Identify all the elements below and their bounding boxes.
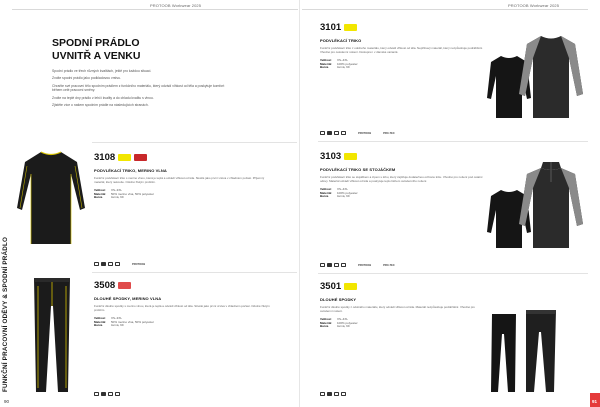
care-icons bbox=[320, 392, 346, 396]
product-code: 3101 bbox=[320, 22, 342, 34]
product-code: 3508 bbox=[94, 280, 116, 292]
tumble-dry-icon bbox=[334, 392, 339, 396]
merino-badge bbox=[118, 282, 131, 289]
hero-paragraph: Chraňte své pracovní tělo spodním prádlem z funkčního materiálu, který odvádí vlhkost od těla a poskytuje komfort během celé pracovní směny. bbox=[52, 83, 225, 93]
brand-logo: PROTOOB bbox=[358, 263, 372, 267]
spec-label: Materiál bbox=[320, 61, 332, 66]
iron-icon bbox=[341, 131, 346, 135]
spec-value: XS–3XL bbox=[111, 315, 123, 320]
product-description: Funkční dlouhé spodky z odolného materiálu, který odvádí vlhkost od těla. Materiál nezpůsobuje podráždění. Vhodné pro celodenní nošení. bbox=[320, 305, 475, 313]
spec-label: Barva bbox=[320, 324, 329, 329]
no-bleach-icon bbox=[101, 262, 106, 266]
spec-label: Materiál bbox=[320, 320, 332, 325]
merino-top-image bbox=[15, 148, 87, 248]
spec-label: Barva bbox=[320, 65, 329, 70]
running-head-right: PROTOOB Workwear 2025 bbox=[508, 3, 560, 8]
wash-icon bbox=[94, 262, 99, 266]
divider bbox=[92, 142, 297, 143]
page-number-right: 91 bbox=[591, 399, 597, 404]
product-3108 bbox=[94, 149, 274, 200]
wash-icon bbox=[94, 392, 99, 396]
tumble-dry-icon bbox=[334, 263, 339, 267]
wash-icon bbox=[320, 131, 325, 135]
iron-icon bbox=[115, 392, 120, 396]
product-name: DLOUHÉ SPODKY, MERINO VLNA bbox=[94, 296, 162, 301]
quality-badge bbox=[344, 153, 357, 160]
hero-title bbox=[52, 37, 140, 63]
spec-label: Barva bbox=[320, 194, 329, 199]
product-code: 3108 bbox=[94, 152, 116, 164]
spec-label: Velikost bbox=[320, 57, 332, 62]
iron-icon bbox=[341, 392, 346, 396]
long-johns-image bbox=[490, 310, 560, 394]
iron-icon bbox=[115, 262, 120, 266]
product-code: 3103 bbox=[320, 151, 342, 163]
care-icons bbox=[320, 263, 395, 267]
base-layer-top-image bbox=[485, 30, 585, 122]
spec-value: černá, 99 bbox=[337, 324, 350, 329]
product-3508 bbox=[94, 277, 274, 328]
pro-tec-mark: PRO-TEC bbox=[383, 263, 395, 267]
page-number-left: 90 bbox=[4, 399, 10, 404]
no-bleach-icon bbox=[101, 392, 106, 396]
spec-value: 50% merino vlna, 50% polyester bbox=[111, 319, 155, 324]
tumble-dry-icon bbox=[334, 131, 339, 135]
spec-label: Barva bbox=[94, 323, 103, 328]
divider bbox=[318, 141, 588, 142]
care-icons bbox=[94, 392, 120, 396]
spec-value: černá, 99 bbox=[111, 323, 124, 328]
spec-label: Materiál bbox=[94, 191, 106, 196]
hero-title-line2: UVNITŘ A VENKU bbox=[52, 50, 141, 62]
quality-badge bbox=[344, 283, 357, 290]
product-name: PODVLÉKACÍ TRIKO SE STOJÁČKEM bbox=[320, 167, 396, 172]
hero-paragraph: Zvolte spodní prádlo jako podkladovou vrstvu. bbox=[52, 76, 121, 81]
header-rule bbox=[12, 9, 298, 10]
hero-paragraph: Spodní prádlo ve třech různých kvalitách, ještě pro každou situaci. bbox=[52, 69, 152, 73]
product-name: DLOUHÉ SPODKY bbox=[320, 297, 357, 302]
product-name: PODVLÉKACÍ TRIKO, MERINO VLNA bbox=[94, 168, 167, 173]
spec-value: 100% polyester bbox=[337, 320, 358, 325]
spec-value: XS–3XL bbox=[111, 187, 123, 192]
zip-neck-top-image bbox=[485, 160, 585, 252]
product-description: Funkční podvlékací triko z odolného materiálu, který odvádí vlhkost od těla. Nepřilnavý materiál, který nezpůsobuje podráždění. Vhodné pro celodenní nošení. Dostupné i v dámské variantě. bbox=[320, 46, 483, 54]
spec-value: 50% merino vlna, 50% polyester bbox=[111, 191, 155, 196]
spec-label: Velikost bbox=[320, 186, 332, 191]
spec-value: 100% polyester bbox=[337, 190, 358, 195]
product-name: PODVLÉKACÍ TRIKO bbox=[320, 38, 362, 43]
spec-label: Velikost bbox=[94, 187, 106, 192]
section-tab-label: FUNKČNÍ PRACOVNÍ ODĚVY & SPODNÍ PRÁDLO bbox=[2, 236, 9, 392]
running-head-left: PROTOOB Workwear 2025 bbox=[150, 3, 202, 8]
product-description: Funkční podvlékací triko se stojáčkem a zipem u krku, který zajišťuje dodatečnou ochranu krku. Vhodné pro nošení pod ostatní oděvy. Materiál odvádí vlhkost od těla a poskytuje teplo během celodenního nošení. bbox=[320, 175, 483, 183]
no-bleach-icon bbox=[327, 263, 332, 267]
spec-label: Materiál bbox=[320, 190, 332, 195]
spec-value: černá, 99 bbox=[337, 65, 350, 70]
quality-badge bbox=[344, 24, 357, 31]
hero-paragraph: Zjistěte více o našem spodním prádle na následujících stranách. bbox=[52, 103, 149, 108]
product-description: Funkční dlouhé spodky s merino vlnou, která je teplá a odvádí vlhkost od těla. Skvělé jako první vrstva v chladném počasí. Odolné žlutým prošitím. bbox=[94, 304, 270, 312]
tumble-dry-icon bbox=[108, 262, 113, 266]
spec-value: XS–4XL bbox=[337, 316, 349, 321]
hero-title-line1: SPODNÍ PRÁDLO bbox=[52, 37, 140, 49]
hero-text bbox=[52, 69, 232, 110]
pro-tec-mark: PRO-TEC bbox=[383, 131, 395, 135]
merino-leggings-image bbox=[30, 276, 74, 394]
wash-icon bbox=[320, 392, 325, 396]
spec-value: černá, 99 bbox=[337, 194, 350, 199]
spec-value: černá, 99 bbox=[111, 195, 124, 200]
divider bbox=[318, 273, 588, 274]
spec-label: Velikost bbox=[320, 316, 332, 321]
care-icons bbox=[94, 262, 145, 266]
spec-label: Materiál bbox=[94, 319, 106, 324]
product-description: Funkční podvlékací triko s merino vlnou, která je teplá a odvádí vlhkost od těla. Skvělé jako první vrstva v chladném počasí. Příjemný materiál, který nekouše. Odolné žlutým prošitím. bbox=[94, 176, 265, 184]
product-3501 bbox=[320, 278, 488, 329]
product-code: 3501 bbox=[320, 281, 342, 293]
iron-icon bbox=[341, 263, 346, 267]
no-bleach-icon bbox=[327, 392, 332, 396]
header-rule bbox=[302, 9, 588, 10]
tumble-dry-icon bbox=[108, 392, 113, 396]
brand-logo: PROTOOB bbox=[132, 262, 146, 266]
merino-badge bbox=[134, 154, 147, 161]
hero-paragraph: Zvolte na teplé dny prádlo z lehčí kvality a do chladu kvalitu s vlnou. bbox=[52, 95, 154, 100]
no-bleach-icon bbox=[327, 131, 332, 135]
spec-value: 100% polyester bbox=[337, 61, 358, 66]
divider bbox=[92, 272, 297, 273]
spec-label: Barva bbox=[94, 195, 103, 200]
wash-icon bbox=[320, 263, 325, 267]
spec-value: XS–4XL bbox=[337, 186, 349, 191]
brand-logo: PROTOOB bbox=[358, 131, 372, 135]
product-3101 bbox=[320, 19, 488, 70]
spec-label: Velikost bbox=[94, 315, 106, 320]
care-icons bbox=[320, 131, 395, 135]
spec-value: XS–4XL bbox=[337, 57, 349, 62]
right-page bbox=[300, 0, 600, 407]
product-3103 bbox=[320, 148, 488, 199]
quality-badge bbox=[118, 154, 131, 161]
